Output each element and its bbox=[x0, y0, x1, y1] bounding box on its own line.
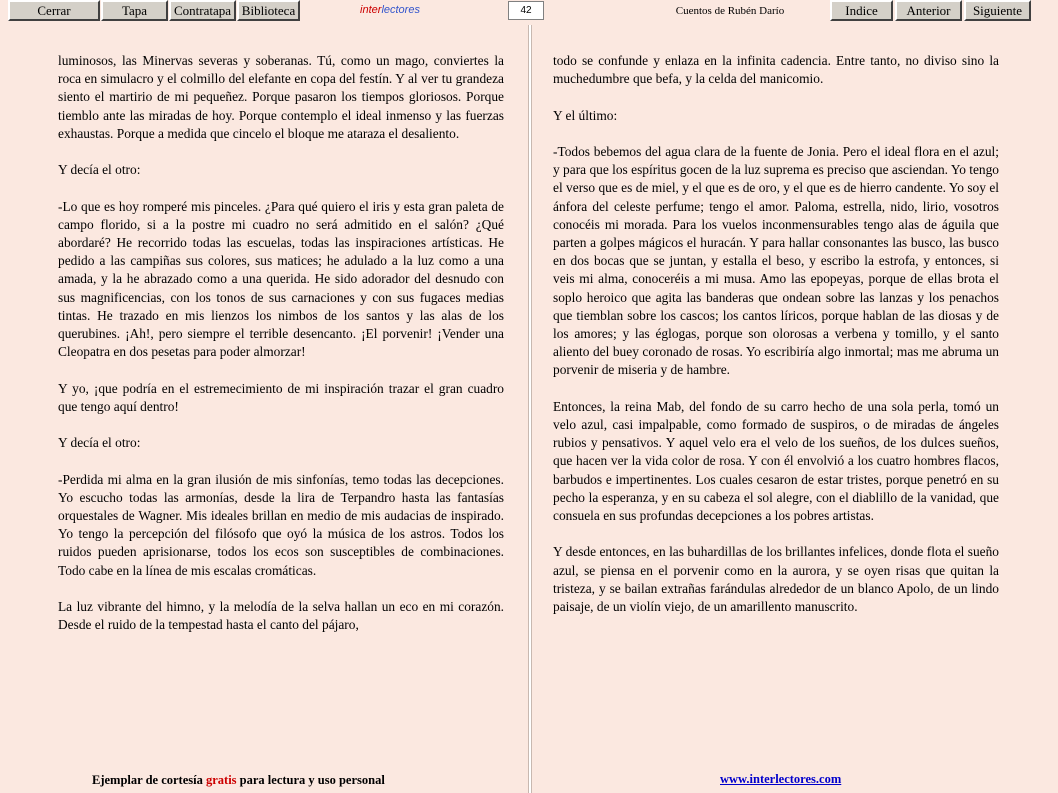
paragraph: Y yo, ¡que podría en el estremecimiento de mi inspiración trazar el gran cuadro que tengo aquí dentro! bbox=[58, 380, 504, 414]
paragraph: Entonces, la reina Mab, del fondo de su carro hecho de una sola perla, tomó un velo azul, casi impalpable, como formado de suspiros, o de miradas de ángeles rubios y pensativos. Y aquel velo era el velo de los sueños, de los dulces sueños, que hacen ver la vida color de rosa. Y con él envolvió a los cuatro hombres flacos, barbudos e impertinentes. Los cuales cesaron de estar tristes, porque penetró en su pecho la esperanza, y en su cabeza el sol alegre, con el diablillo de la vanidad, que consuela en sus profundas decepciones a los pobres artistas. bbox=[553, 398, 999, 524]
brand-part-1: inter bbox=[360, 4, 382, 16]
siguiente-button[interactable]: Siguiente bbox=[964, 0, 1031, 21]
courtesy-text-2: para lectura y uso personal bbox=[236, 773, 385, 787]
cerrar-button[interactable]: Cerrar bbox=[8, 0, 100, 21]
right-page-text bbox=[553, 52, 999, 634]
contratapa-button[interactable]: Contratapa bbox=[169, 0, 236, 21]
paragraph: -Perdida mi alma en la gran ilusión de mis sinfonías, temo todas las decepciones. Yo escucho todas las armonías, desde la lira de Terpandro hasta las fantasías orquestales de Wagner. Mis ideales brillan en medio de mis audacias de inspirado. Yo tengo la percepción del filósofo que oyó la música de los astros. Todos los ruidos pueden aprisionarse, todos los ecos son susceptibles de combinaciones. Todo cabe en la línea de mis escalas cromáticas. bbox=[58, 471, 504, 578]
brand-part-2: lectores bbox=[381, 4, 420, 16]
paragraph: La luz vibrante del himno, y la melodía de la selva hallan un eco en mi corazón. Desde el ruido de la tempestad hasta el canto del pájaro, bbox=[58, 599, 504, 633]
paragraph: Y decía el otro: bbox=[58, 162, 141, 178]
paragraph: Y desde entonces, en las buhardillas de los brillantes infelices, donde flota el sueño azul, se piensa en el porvenir como en la aurora, y se oyen risas que quitan la tristeza, y se bailan extrañas farándulas alrededor de un blanco Apolo, de un lindo paisaje, de un violín viejo, de un amarillento manuscrito. bbox=[553, 544, 999, 615]
paragraph: -Todos bebemos del agua clara de la fuente de Jonia. Pero el ideal flora en el azul; y para que los espíritus gocen de la luz suprema es preciso que asciendan. Yo tengo el verso que es de miel, y el que es de oro, y el que es de hierro candente. Yo soy el ánfora del celeste perfume; tengo el amor. Paloma, estrella, nido, lirio, vosotros conocéis mi morada. Para los vuelos inconmensurables tengo alas de águila que parten a golpes mágicos el huracán. Y para hallar consonantes las busco, las busco en dos bocas que se juntan, y estalla el beso, y escribo la estrofa, y entonces, si veis mi alma, conoceréis a mi musa. Amo las epopeyas, porque de ellas brota el soplo heroico que agita las banderas que ondean sobre las lanzas y los penachos que tiemblan sobre los cascos; los cantos líricos, porque hablan de las diosas y de los amores; y las églogas, porque son olorosas a verbena y tomillo, y el santo aliento del buey coronado de rosas. Yo escribiría algo inmortal; mas me abruma un porvenir de miseria y de hambre. bbox=[553, 143, 999, 378]
paragraph: -Lo que es hoy romperé mis pinceles. ¿Para qué quiero el iris y esta gran paleta de campo florido, si a la postre mi cuadro no será admitido en el salón? ¿Qué abordaré? He recorrido todas las escuelas, todas las inspiraciones artísticas. He pedido a las campiñas sus colores, sus matices; he adulado a la luz como a una amada, y la he abrazado como a una querida. He sido adorador del desnudo con sus magnificencias, con los tonos de sus carnaciones y con sus fugaces medias tintas. He trazado en mis lienzos los nimbos de los santos y las alas de los querubines. ¡Ah!, pero siempre el terrible desencanto. ¡El porvenir! ¡Vender una Cleopatra en dos pesetas para poder almorzar! bbox=[58, 198, 504, 360]
paragraph: todo se confunde y enlaza en la infinita cadencia. Entre tanto, no diviso sino la muchedumbre que befa, y la celda del manicomio. bbox=[553, 53, 999, 87]
site-link[interactable]: www.interlectores.com bbox=[720, 772, 842, 786]
paragraph: Y el último: bbox=[553, 107, 618, 123]
biblioteca-button[interactable]: Biblioteca bbox=[237, 0, 300, 21]
anterior-button[interactable]: Anterior bbox=[895, 0, 962, 21]
courtesy-text-1: Ejemplar de cortesía bbox=[92, 773, 206, 787]
page-divider bbox=[528, 25, 532, 793]
gratis-label: gratis bbox=[205, 773, 237, 787]
toolbar bbox=[0, 0, 1058, 25]
paragraph: luminosos, las Minervas severas y soberanas. Tú, como un mago, conviertes la roca en simulacro y el colmillo del elefante en copa del festín. Y al ver tu grandeza siento el martirio de mi pequeñez. Porque pasaron los tiempos gloriosos. Porque tiemblo ante las miradas de hoy. Porque contemplo el ideal inmenso y las fuerzas exhaustas. Porque a medida que cincelo el bloque me ataraza el desaliento. bbox=[58, 53, 504, 141]
courtesy-notice bbox=[92, 773, 452, 788]
tapa-button[interactable]: Tapa bbox=[101, 0, 168, 21]
book-title: Cuentos de Rubén Darío bbox=[675, 5, 785, 17]
left-page-text bbox=[58, 52, 504, 653]
brand-logo bbox=[330, 4, 450, 16]
paragraph: Y decía el otro: bbox=[58, 435, 141, 451]
page-number: 42 bbox=[508, 1, 544, 20]
indice-button[interactable]: Indice bbox=[830, 0, 893, 21]
